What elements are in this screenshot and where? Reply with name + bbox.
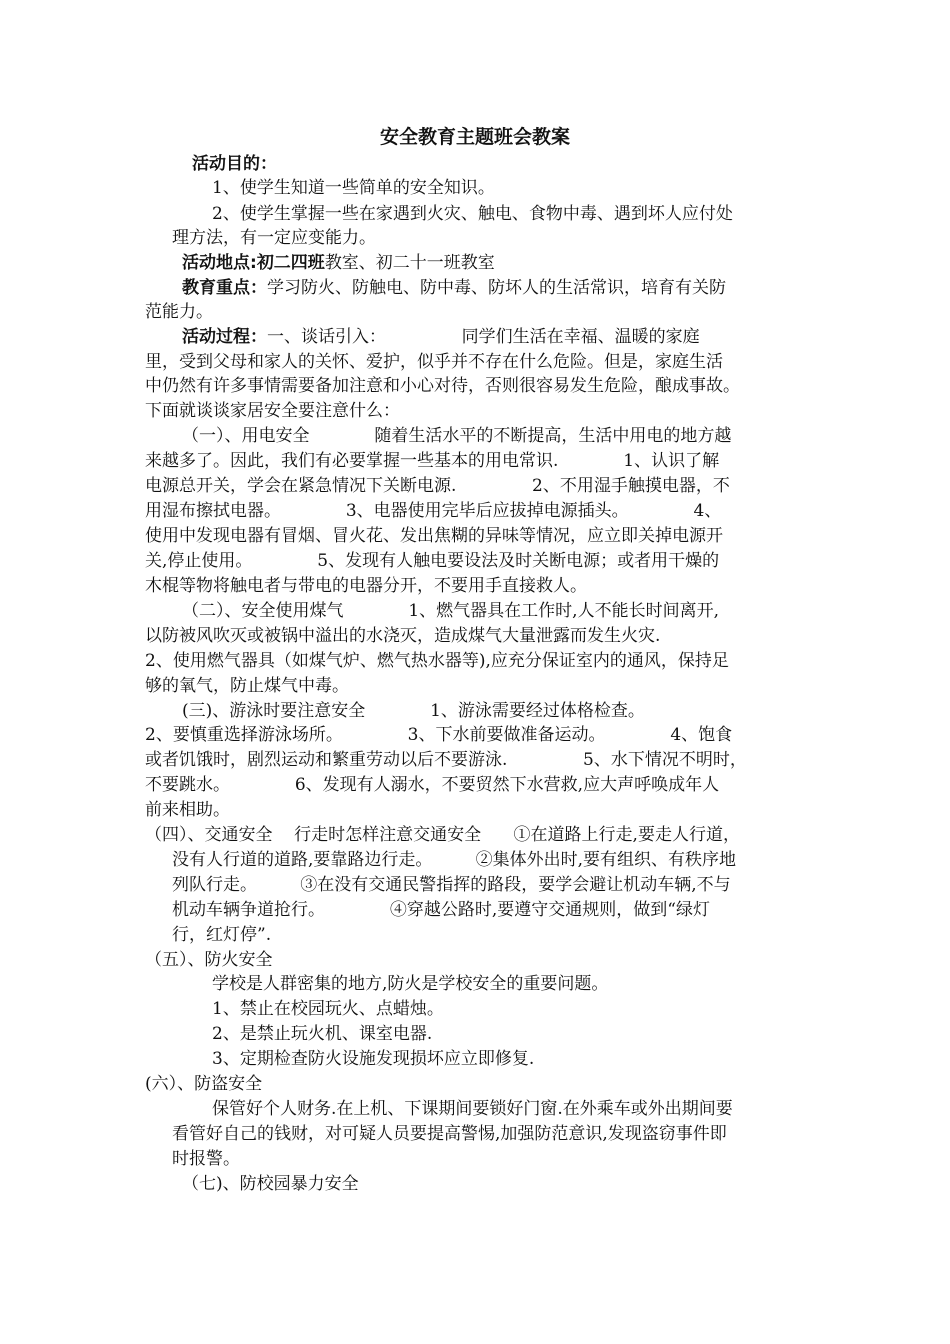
electric-line-2: 来越多了。因此，我们有必要掌握一些基本的用电常识. 1、认识了解 — [145, 451, 720, 471]
location-bold-value: 初二四班 — [256, 253, 325, 273]
purpose-item-2-line-2: 理方法，有一定应变能力。 — [172, 228, 376, 248]
fire-heading: （五）、防火安全 — [145, 950, 273, 970]
swimming-line-5: 前来相助。 — [145, 800, 230, 820]
fire-line-2: 1、禁止在校园玩火、点蜡烛。 — [212, 999, 444, 1019]
theft-line-1: 保管好个人财务.在上机、下课期间要锁好门窗.在外乘车或外出期间要 — [212, 1099, 733, 1119]
electric-line-5: 使用中发现电器有冒烟、冒火花、发出焦糊的异味等情况，应立即关掉电源开 — [145, 526, 723, 546]
fire-line-3: 2、是禁止玩火机、课室电器. — [212, 1024, 433, 1044]
process-line-2: 里，受到父母和家人的关怀、爱护，似乎并不存在什么危险。但是，家庭生活 — [145, 352, 723, 372]
process-text-1: 一、谈话引入： 同学们生活在幸福、温暖的家庭 — [267, 327, 700, 347]
focus-text-1: 学习防火、防触电、防中毒、防坏人的生活常识，培育有关防 — [267, 278, 726, 298]
purpose-heading: 活动目的： — [192, 154, 277, 174]
theft-line-2: 看管好自己的钱财，对可疑人员要提高警惕,加强防范意识,发现盗窃事件即 — [172, 1124, 727, 1144]
fire-line-1: 学校是人群密集的地方,防火是学校安全的重要问题。 — [212, 974, 609, 994]
focus-label: 教育重点： — [182, 278, 267, 298]
purpose-item-1: 1、使学生知道一些简单的安全知识。 — [212, 178, 495, 198]
location-rest: 教室、初二十一班教室 — [324, 253, 495, 273]
electric-line-3: 电源总开关，学会在紧急情况下关断电源. 2、不用湿手触摸电器，不 — [145, 476, 730, 496]
gas-line-1: （二）、安全使用煤气 1、燃气器具在工作时,人不能长时间离开, — [182, 601, 719, 621]
theft-line-3: 时报警。 — [172, 1149, 240, 1169]
fire-line-4: 3、定期检查防火设施发现损坏应立即修复. — [212, 1049, 535, 1069]
theft-heading: (六）、防盗安全 — [145, 1074, 263, 1094]
electric-line-6: 关,停止使用。 5、发现有人触电要设法及时关断电源；或者用干燥的 — [145, 551, 720, 571]
process-label: 活动过程： — [182, 327, 267, 347]
swimming-line-1: (三)、游泳时要注意安全 1、游泳需要经过体格检查。 — [182, 701, 645, 721]
location-line — [182, 251, 495, 275]
purpose-item-2-line-1: 2、使学生掌握一些在家遇到火灾、触电、食物中毒、遇到坏人应付处 — [212, 204, 733, 224]
electric-line-4: 用湿布擦拭电器。 3、电器使用完毕后应拔掉电源插头。 4、 — [145, 501, 722, 521]
traffic-line-3: 列队行走。 ③在没有交通民警指挥的路段，要学会避让机动车辆,不与 — [172, 875, 731, 895]
traffic-line-1: （四）、交通安全 行走时怎样注意交通安全 ①在道路上行走,要走人行道， — [145, 825, 740, 845]
electric-line-1: （一）、用电安全 随着生活水平的不断提高，生活中用电的地方越 — [182, 426, 732, 446]
traffic-line-4: 机动车辆争道抢行。 ④穿越公路时,要遵守交通规则，做到“绿灯 — [172, 900, 710, 920]
swimming-line-3: 或者饥饿时，剧烈运动和繁重劳动以后不要游泳. 5、水下情况不明时， — [145, 750, 747, 770]
gas-line-3: 2、使用燃气器具（如煤气炉、燃气热水器等),应充分保证室内的通风，保持足 — [145, 651, 729, 671]
focus-line-1 — [182, 276, 726, 300]
traffic-line-2: 没有人行道的道路,要靠路边行走。 ②集体外出时,要有组织、有秩序地 — [172, 850, 737, 870]
location-label: 活动地点: — [182, 253, 257, 273]
document-title: 安全教育主题班会教案 — [379, 126, 570, 148]
traffic-line-5: 行，红灯停”. — [172, 925, 272, 945]
gas-line-2: 以防被风吹灭或被锅中溢出的水浇灭，造成煤气大量泄露而发生火灾. — [145, 626, 661, 646]
violence-heading: （七)、防校园暴力安全 — [182, 1174, 359, 1194]
focus-line-2: 范能力。 — [145, 302, 213, 322]
swimming-line-2: 2、要慎重选择游泳场所。 3、下水前要做准备运动。 4、饱食 — [145, 725, 733, 745]
process-line-1 — [182, 325, 700, 349]
swimming-line-4: 不要跳水。 6、发现有人溺水，不要贸然下水营救,应大声呼唤成年人 — [145, 775, 720, 795]
process-line-4: 下面就谈谈家居安全要注意什么： — [145, 401, 400, 421]
gas-line-4: 够的氧气，防止煤气中毒。 — [145, 676, 349, 696]
process-line-3: 中仍然有许多事情需要备加注意和小心对待，否则很容易发生危险，酿成事故。 — [145, 376, 740, 396]
electric-line-7: 木棍等物将触电者与带电的电器分开，不要用手直接救人。 — [145, 576, 587, 596]
